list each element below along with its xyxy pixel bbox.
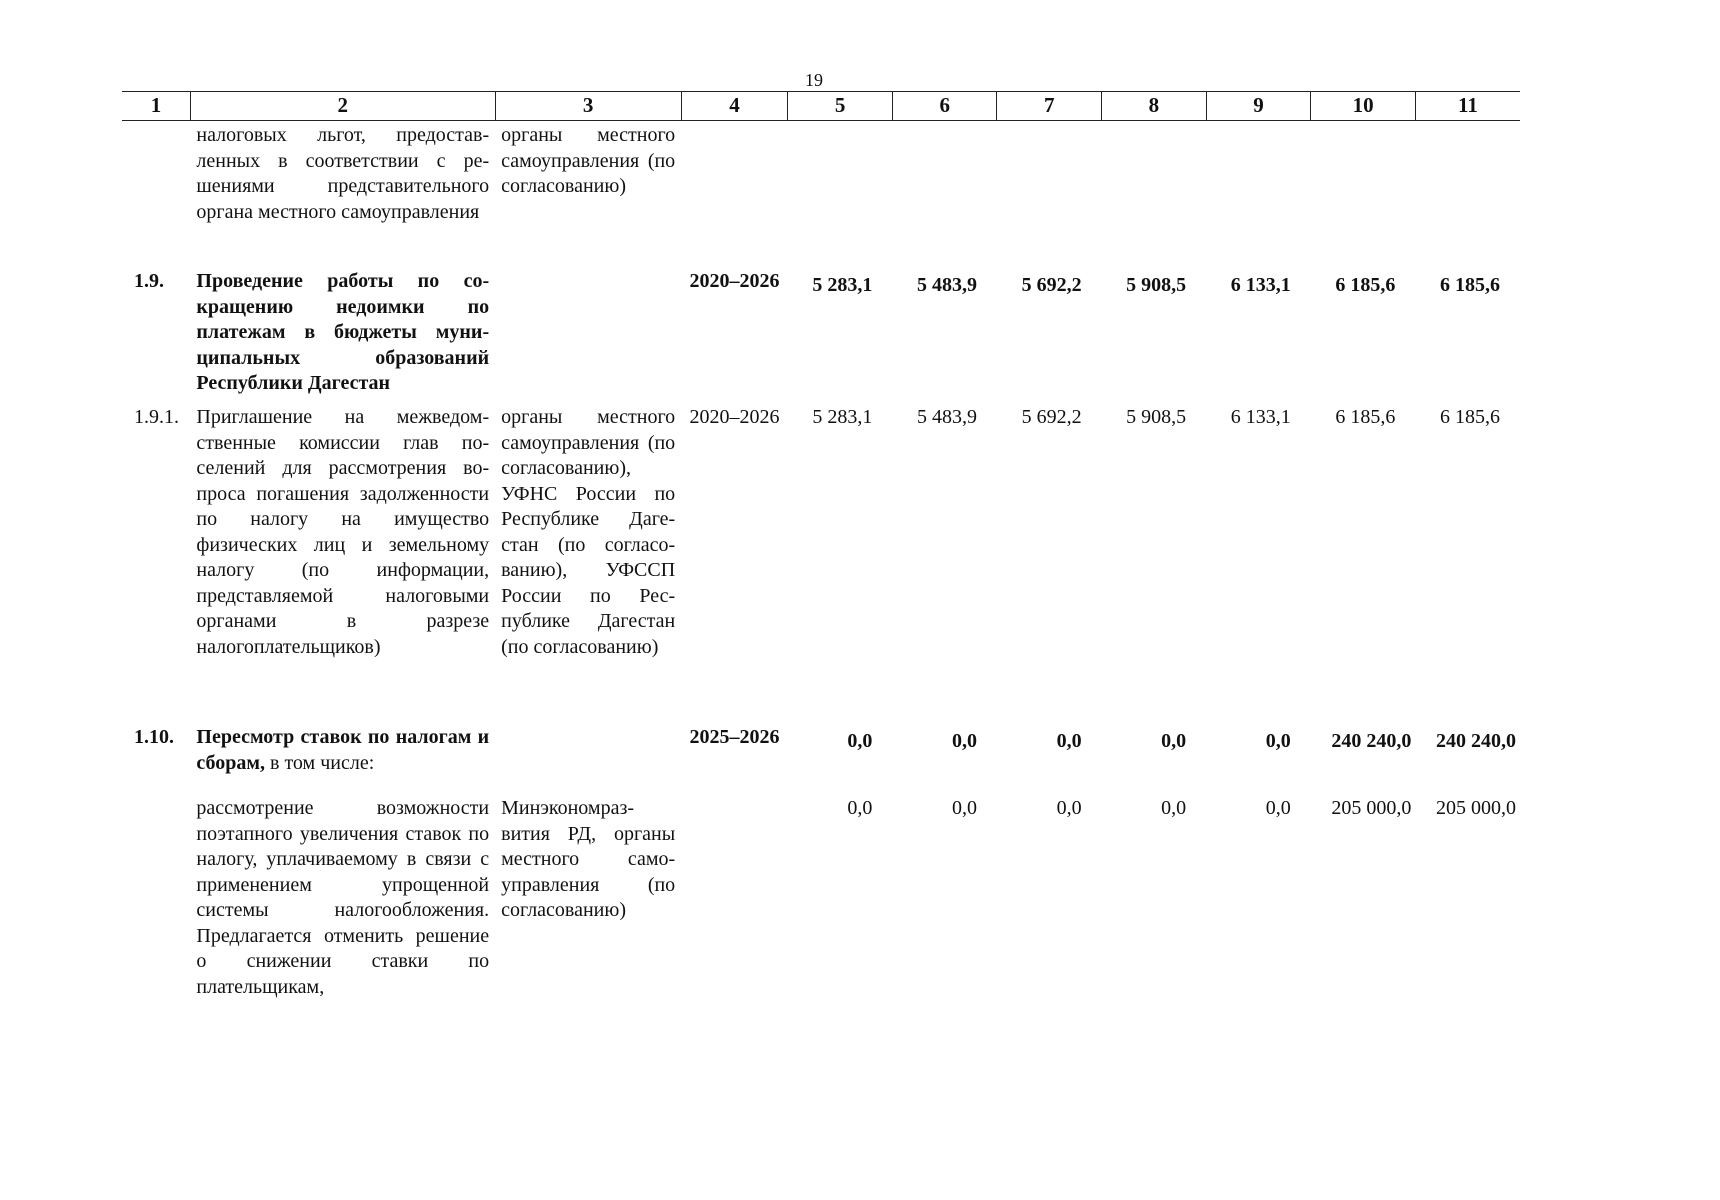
column-header: 11 bbox=[1415, 92, 1520, 121]
item-responsible: органы местного самоуправления (по согласованию), УФНС России по Республике Дагестан (по согласованию), УФССП России по Республике Дагестан (по согласованию) bbox=[501, 406, 676, 658]
item-period: 2020–2026 bbox=[689, 406, 780, 428]
value-cell: 0,0 bbox=[1265, 730, 1291, 752]
value-cell: 240 240,0 bbox=[1436, 730, 1516, 752]
value-cell: 5 483,9 bbox=[916, 406, 977, 428]
value-cell: 6 133,1 bbox=[1230, 274, 1291, 296]
item-number: 1.9. bbox=[134, 270, 164, 292]
value-cell: 240 240,0 bbox=[1331, 730, 1412, 752]
item-period bbox=[681, 121, 788, 254]
value-cell bbox=[1206, 121, 1311, 254]
value-cell: 5 283,1 bbox=[812, 274, 873, 296]
item-number bbox=[122, 784, 190, 1000]
table-row bbox=[122, 121, 1520, 254]
item-description: Проведение работы по сокращению недоимки по платежам в бюджеты муниципальных образований Республики Дагестан bbox=[196, 270, 490, 394]
item-description bbox=[190, 715, 495, 784]
value-cell: 0,0 bbox=[1056, 730, 1082, 752]
item-responsible bbox=[495, 253, 681, 399]
table-row bbox=[122, 715, 1520, 784]
value-cell bbox=[892, 121, 997, 254]
value-cell bbox=[1311, 121, 1416, 254]
value-cell: 0,0 bbox=[1161, 797, 1187, 819]
column-header: 8 bbox=[1102, 92, 1207, 121]
value-cell bbox=[997, 121, 1102, 254]
column-header: 6 bbox=[892, 92, 997, 121]
item-period bbox=[681, 784, 788, 1000]
table-row bbox=[122, 399, 1520, 715]
value-cell: 0,0 bbox=[1161, 730, 1187, 752]
measures-table bbox=[122, 91, 1520, 1000]
item-number: 1.9.1. bbox=[134, 406, 179, 428]
column-header: 7 bbox=[997, 92, 1102, 121]
value-cell: 6 185,6 bbox=[1335, 274, 1396, 296]
value-cell: 6 185,6 bbox=[1440, 274, 1500, 296]
item-number bbox=[122, 121, 190, 254]
value-cell: 0,0 bbox=[951, 797, 977, 819]
table-row bbox=[122, 784, 1520, 1000]
item-number: 1.10. bbox=[134, 726, 174, 748]
item-description-suffix: в том числе: bbox=[265, 751, 375, 774]
item-description: рассмотрение возможности поэтапного увеличения ставок по налогу, уплачиваемому в связи с применением упрощенной системы налогообложения. Предлагается отменить решение о снижении ставки по плательщикам, bbox=[196, 797, 490, 998]
item-responsible: Минэкономразвития РД, органы местного самоуправления (по согласованию) bbox=[501, 797, 676, 921]
column-header: 5 bbox=[788, 92, 893, 121]
column-header: 1 bbox=[122, 92, 190, 121]
value-cell bbox=[1415, 121, 1520, 254]
value-cell: 5 908,5 bbox=[1126, 274, 1187, 296]
value-cell bbox=[1102, 121, 1207, 254]
item-description: Приглашение на межведомственные комиссии глав поселений для рассмотрения вопроса погашения задолженности по налогу на имущество физических лиц и земельному налогу (по информации, представляемой налоговыми органами в разрезе налогоплательщиков) bbox=[196, 406, 490, 658]
item-description: налоговых льгот, предоставленных в соответствии с решениями представительного органа местного самоуправления bbox=[196, 124, 490, 223]
table-row bbox=[122, 253, 1520, 399]
value-cell: 0,0 bbox=[1056, 797, 1082, 819]
item-period: 2020–2026 bbox=[689, 270, 780, 292]
value-cell: 5 692,2 bbox=[1021, 274, 1082, 296]
page-number: 19 bbox=[805, 70, 823, 90]
column-header: 2 bbox=[190, 92, 495, 121]
value-cell: 5 283,1 bbox=[812, 406, 873, 428]
value-cell bbox=[788, 121, 893, 254]
value-cell: 6 185,6 bbox=[1440, 406, 1500, 428]
column-header: 4 bbox=[681, 92, 788, 121]
value-cell: 5 692,2 bbox=[1021, 406, 1082, 428]
item-description-bold: Пересмотр ставок по налогам и сборам, bbox=[196, 726, 490, 774]
value-cell: 5 908,5 bbox=[1126, 406, 1187, 428]
item-period: 2025–2026 bbox=[689, 726, 780, 748]
value-cell: 0,0 bbox=[847, 797, 873, 819]
item-responsible: органы местного самоуправления (по согласованию) bbox=[501, 124, 676, 197]
value-cell: 6 133,1 bbox=[1230, 406, 1291, 428]
value-cell: 205 000,0 bbox=[1331, 797, 1412, 819]
table-header-row bbox=[122, 92, 1520, 121]
value-cell: 0,0 bbox=[1265, 797, 1291, 819]
column-header: 9 bbox=[1206, 92, 1311, 121]
value-cell: 5 483,9 bbox=[916, 274, 977, 296]
value-cell: 205 000,0 bbox=[1436, 797, 1516, 819]
item-responsible bbox=[495, 715, 681, 784]
value-cell: 0,0 bbox=[847, 730, 873, 752]
value-cell: 6 185,6 bbox=[1335, 406, 1396, 428]
value-cell: 0,0 bbox=[951, 730, 977, 752]
column-header: 3 bbox=[495, 92, 681, 121]
column-header: 10 bbox=[1311, 92, 1416, 121]
